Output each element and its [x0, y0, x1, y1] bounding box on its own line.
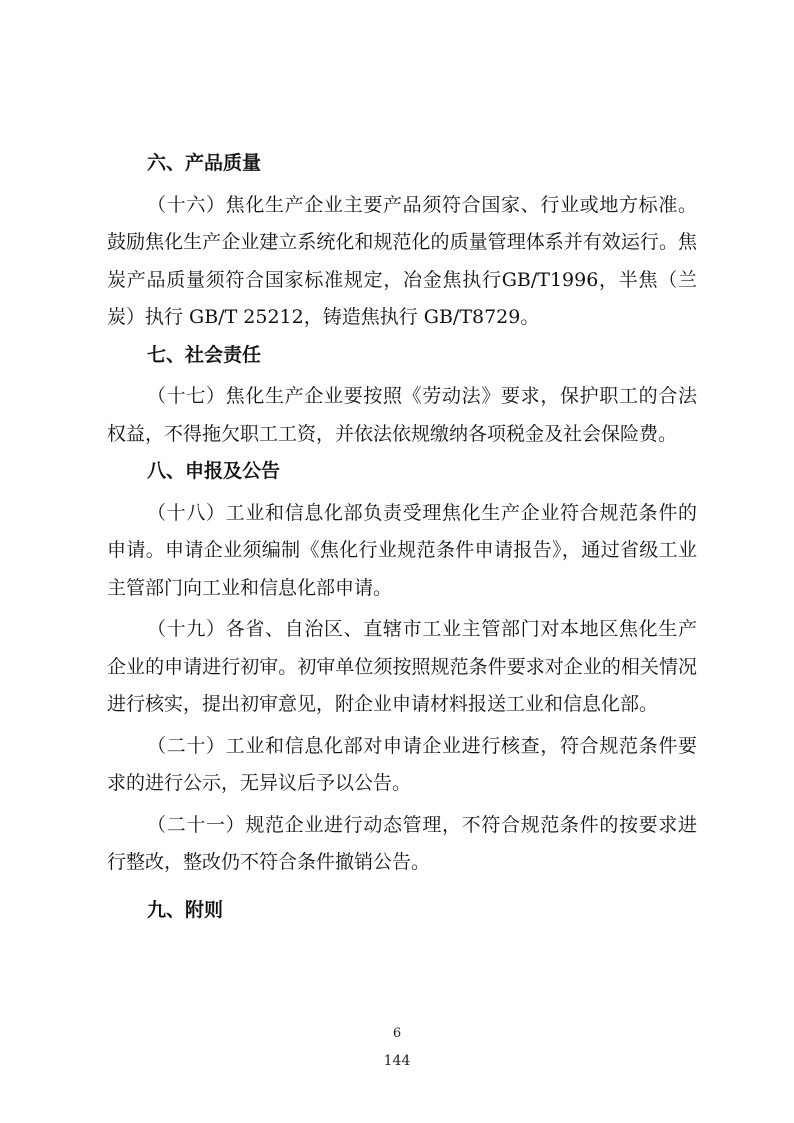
- paragraph-19: （十九）各省、自治区、直辖市工业主管部门对本地区焦化生产企业的申请进行初审。初审单位须按照规范条件要求对企业的相关情况进行核实，提出初审意见，附企业申请材料报送工业和信息化部。: [107, 618, 697, 715]
- document-body: [107, 145, 697, 929]
- section-heading-supplementary-provisions: 九、附则: [147, 898, 224, 921]
- paragraph-21: （二十一）规范企业进行动态管理，不符合规范条件的按要求进行整改，整改仍不符合条件撤销公告。: [107, 813, 697, 873]
- section-heading-application-announcement: 八、申报及公告: [147, 460, 281, 482]
- paragraph-16: （十六）焦化生产企业主要产品须符合国家、行业或地方标准。鼓励焦化生产企业建立系统化和规范化的质量管理体系并有效运行。焦炭产品质量须符合国家标准规定，冶金焦执行GB/T1996，半焦（兰炭）执行 GB/T 25212，铸造焦执行 GB/T8729。: [107, 193, 697, 328]
- page-number-inner: 6: [392, 1026, 402, 1041]
- section-heading-product-quality: 六、产品质量: [147, 152, 262, 174]
- paragraph-18: （十八）工业和信息化部负责受理焦化生产企业符合规范条件的申请。申请企业须编制《焦化行业规范条件申请报告》，通过省级工业主管部门向工业和信息化部申请。: [107, 501, 697, 599]
- paragraph-20: （二十）工业和信息化部对申请企业进行核查，符合规范条件要求的进行公示，无异议后予以公告。: [107, 734, 697, 794]
- section-heading-social-responsibility: 七、社会责任: [147, 343, 262, 366]
- page-number-outer: 144: [383, 1053, 411, 1069]
- paragraph-17: （十七）焦化生产企业要按照《劳动法》要求，保护职工的合法权益，不得拖欠职工工资，并依法依规缴纳各项税金及社会保险费。: [107, 385, 697, 445]
